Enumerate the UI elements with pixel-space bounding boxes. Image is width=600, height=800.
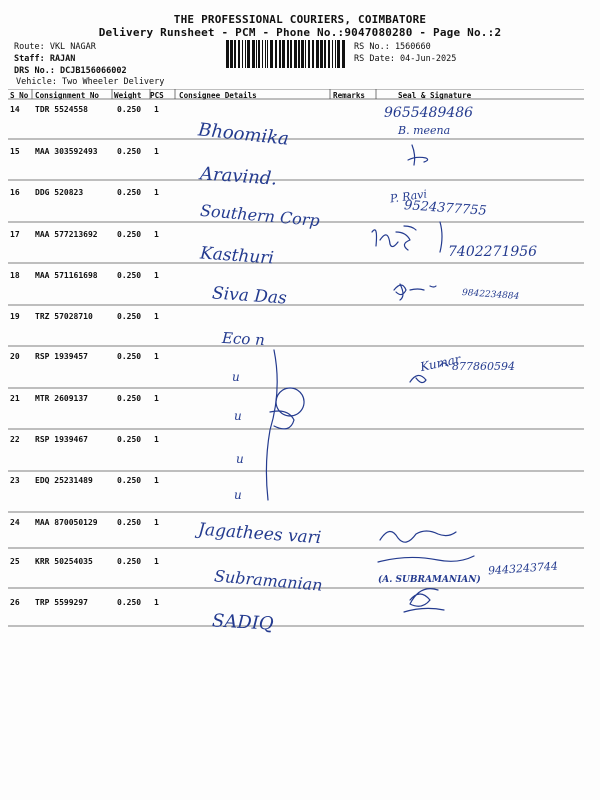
col-weight: Weight	[114, 91, 142, 100]
row-weight: 0.250	[117, 435, 142, 444]
row-sno: 18	[10, 271, 20, 280]
row-sno: 16	[10, 188, 20, 197]
col-sno: S No	[10, 91, 29, 100]
col-consignment: Consignment No	[35, 91, 100, 100]
row-weight: 0.250	[117, 394, 142, 403]
row-weight: 0.250	[117, 476, 142, 485]
row-sno: 26	[10, 598, 20, 607]
row-pcs: 1	[154, 352, 159, 361]
row-consignment: RSP 1939457	[35, 352, 88, 361]
handwritten-consignee: Southern Corp	[199, 200, 321, 231]
row-consignment: MAA 571161698	[35, 271, 98, 280]
handwritten-consignee: Kasthuri	[199, 243, 275, 269]
signature-scribble	[408, 145, 428, 165]
col-pcs: PCS	[150, 91, 164, 100]
row-pcs: 1	[154, 188, 159, 197]
handwritten-consignee: Subramanian	[213, 566, 324, 595]
row-sno: 20	[10, 352, 20, 361]
handwritten-phone: 9842234884	[461, 288, 520, 302]
handwritten-ditto-mark: u	[234, 488, 242, 502]
handwritten-consignee: Bhoomika	[197, 119, 290, 150]
handwritten-consignee: SADIQ	[211, 610, 275, 635]
row-sno: 17	[10, 230, 20, 239]
row-pcs: 1	[154, 312, 159, 321]
row-weight: 0.250	[117, 557, 142, 566]
row-consignment: KRR 50254035	[35, 557, 93, 566]
drs-number: DRS No.: DCJB156066002	[14, 66, 127, 76]
row-consignment: TRP 5599297	[35, 598, 88, 607]
route-label: Route: VKL NAGAR	[14, 42, 96, 52]
signature-scribble	[394, 284, 436, 300]
signature-scribble	[372, 222, 442, 252]
row-pcs: 1	[154, 230, 159, 239]
handwritten-phone: 7402271956	[448, 244, 538, 260]
col-remarks: Remarks	[333, 91, 366, 100]
row-sno: 22	[10, 435, 20, 444]
row-pcs: 1	[154, 147, 159, 156]
signature-circle	[276, 388, 304, 416]
row-consignment: DDG 520823	[35, 188, 84, 197]
row-weight: 0.250	[117, 598, 142, 607]
row-consignment: MAA 303592493	[35, 147, 98, 156]
row-weight: 0.250	[117, 147, 142, 156]
signature-scribble	[266, 350, 294, 500]
row-sno: 23	[10, 476, 20, 485]
signature-scribble	[378, 531, 474, 562]
row-sno: 14	[10, 105, 20, 114]
handwritten-name: (A. SUBRAMANIAN)	[378, 575, 481, 585]
row-weight: 0.250	[117, 312, 142, 321]
row-pcs: 1	[154, 105, 159, 114]
runsheet-subtitle: Delivery Runsheet - PCM - Phone No.:9047080280 - Page No.:2	[98, 26, 502, 39]
handwritten-ditto-mark: u	[234, 409, 242, 423]
handwritten-name: P. Ravi	[389, 187, 428, 206]
row-weight: 0.250	[117, 352, 142, 361]
staff-label: Staff: RAJAN	[14, 54, 76, 64]
row-consignment: MTR 2609137	[35, 394, 88, 403]
handwritten-ditto-mark: u	[232, 370, 240, 384]
row-weight: 0.250	[117, 230, 142, 239]
handwritten-phone: 9443243744	[487, 559, 559, 578]
vehicle-label: Vehicle: Two Wheeler Delivery	[16, 77, 165, 87]
handwritten-phone: 9524377755	[403, 198, 488, 219]
row-weight: 0.250	[117, 518, 142, 527]
row-weight: 0.250	[117, 271, 142, 280]
row-sno: 21	[10, 394, 20, 403]
col-signature: Seal & Signature	[398, 91, 472, 100]
handwritten-name: Kumar	[418, 351, 462, 375]
row-pcs: 1	[154, 271, 159, 280]
handwritten-consignee: Siva Das	[211, 283, 288, 309]
rs-number: RS No.: 1560660	[354, 42, 431, 52]
row-sno: 24	[10, 518, 20, 527]
rs-date: RS Date: 04-Jun-2025	[354, 54, 457, 64]
row-sno: 19	[10, 312, 20, 321]
handwritten-consignee: Jagathees vari	[197, 519, 322, 549]
row-sno: 15	[10, 147, 20, 156]
row-weight: 0.250	[117, 188, 142, 197]
col-consignee: Consignee Details	[179, 91, 257, 100]
handwritten-ditto-mark: u	[236, 452, 244, 466]
row-consignment: MAA 870050129	[35, 518, 98, 527]
row-weight: 0.250	[117, 105, 142, 114]
row-pcs: 1	[154, 557, 159, 566]
handwritten-phone: 877860594	[452, 360, 515, 373]
handwritten-phone: 9655489486	[384, 105, 474, 121]
row-consignment: MAA 577213692	[35, 230, 98, 239]
handwritten-consignee: Aravind.	[199, 163, 278, 190]
company-title: THE PROFESSIONAL COURIERS, COIMBATORE	[173, 13, 427, 26]
row-consignment: TDR 5524558	[35, 105, 88, 114]
handwritten-consignee: Eco n	[221, 328, 266, 350]
row-consignment: RSP 1939467	[35, 435, 88, 444]
row-sno: 25	[10, 557, 20, 566]
row-pcs: 1	[154, 598, 159, 607]
signature-scribble	[404, 589, 444, 612]
row-consignment: TRZ 57028710	[35, 312, 93, 321]
row-pcs: 1	[154, 518, 159, 527]
signature-scribble	[410, 363, 448, 383]
row-consignment: EDQ 25231489	[35, 476, 93, 485]
row-pcs: 1	[154, 394, 159, 403]
handwritten-name: B. meena	[398, 124, 451, 137]
row-pcs: 1	[154, 476, 159, 485]
row-pcs: 1	[154, 435, 159, 444]
